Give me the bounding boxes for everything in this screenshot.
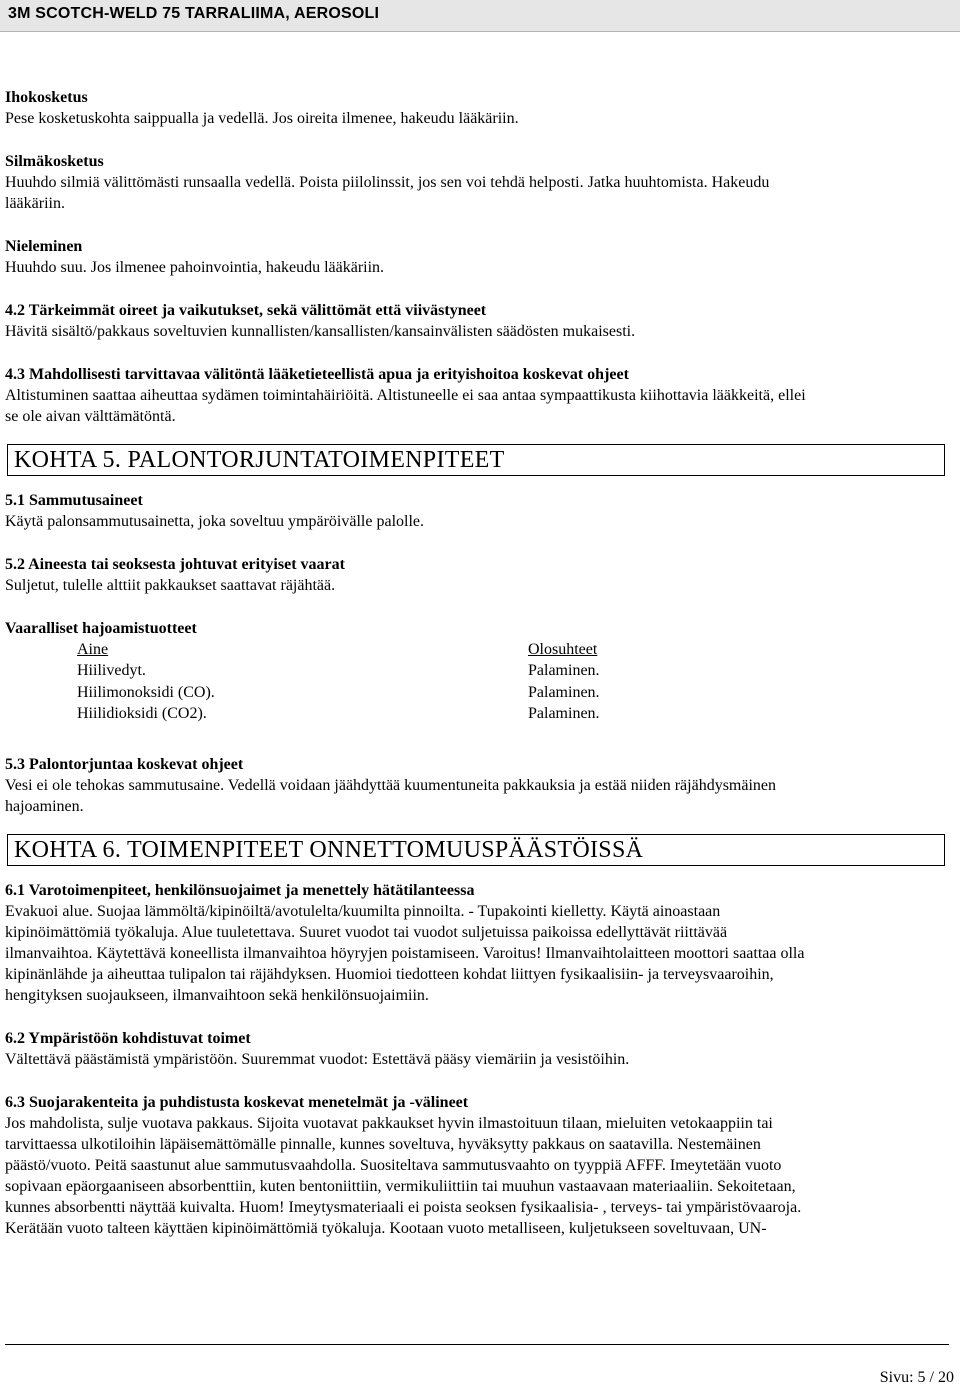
section-5-3-text-1: Vesi ei ole tehokas sammutusaine. Vedellä voidaan jäähdyttää kuumentuneita pakkauksia ja estää niiden räjähdysmäinen	[5, 777, 777, 794]
section-6-1-line-4: kipinänlähde ja aiheuttaa tulipalon tai räjähdyksen. Huomioi tiedotteen kohdat liittyen fysikaalisiin- ja terveysvaaroihin,	[5, 966, 774, 983]
section-6-3-line-3: päästö/vuoto. Peitä saastunut alue sammutusvaahdolla. Suositeltava sammutusvaahto on tyyppiä AFFF. Imeytetään vuoto	[5, 1157, 782, 1174]
section-5-2-text: Suljetut, tulelle alttiit pakkaukset saattavat räjähtää.	[5, 577, 336, 594]
section-5-title: KOHTA 5. PALONTORJUNTATOIMENPITEET	[14, 447, 505, 473]
section-5-2-heading: 5.2 Aineesta tai seoksesta johtuvat erityiset vaarat	[5, 556, 345, 573]
table-cell-substance: Hiilimonoksidi (CO).	[77, 684, 215, 701]
table-cell-condition: Palaminen.	[528, 705, 600, 722]
page-number: Sivu: 5 / 20	[879, 1369, 954, 1386]
ingestion-text: Huuhdo suu. Jos ilmenee pahoinvointia, hakeudu lääkäriin.	[5, 259, 385, 276]
section-6-3-line-2: tarvittaessa ulkotiloihin läpäisemättömälle pinnalle, kunnes soveltuva, hyväksytty pakkaus on saatavilla. Nestemäinen	[5, 1136, 761, 1153]
hazardous-products-heading: Vaaralliset hajoamistuotteet	[5, 620, 197, 637]
section-5-banner	[7, 444, 945, 476]
hazard-table	[5, 639, 950, 725]
section-6-1-heading: 6.1 Varotoimenpiteet, henkilönsuojaimet ja menettely hätätilanteessa	[5, 882, 475, 899]
eye-contact-text-1: Huuhdo silmiä välittömästi runsaalla vedellä. Poista piilolinssit, jos sen voi tehdä helposti. Jatka huuhtomista. Hakeudu	[5, 174, 770, 191]
section-6-title: KOHTA 6. TOIMENPITEET ONNETTOMUUSPÄÄSTÖISSÄ	[14, 837, 644, 863]
eye-contact-text-2: lääkäriin.	[5, 195, 65, 212]
section-6-1-line-5: hengityksen suojaukseen, ilmanvaihtoon sekä henkilönsuojaimiin.	[5, 987, 429, 1004]
section-6-3-heading: 6.3 Suojarakenteita ja puhdistusta koskevat menetelmät ja -välineet	[5, 1094, 469, 1111]
section-6-banner	[7, 834, 945, 866]
section-6-3-line-1: Jos mahdolista, sulje vuotava pakkaus. Sijoita vuotavat pakkaukset hyvin ilmastoituun tilaan, mieluiten vetokaappiin tai	[5, 1115, 773, 1132]
document-header	[0, 0, 960, 32]
table-cell-condition: Palaminen.	[528, 662, 600, 679]
document-title: 3M SCOTCH-WELD 75 TARRALIIMA, AEROSOLI	[8, 5, 380, 22]
section-6-2-text: Vältettävä päästämistä ympäristöön. Suuremmat vuodot: Estettävä pääsy viemäriin ja vesistöihin.	[5, 1051, 630, 1068]
table-header-conditions: Olosuhteet	[528, 641, 598, 658]
section-5-1-heading: 5.1 Sammutusaineet	[5, 492, 143, 509]
section-6-1-line-3: ilmanvaihtoa. Käytettävä koneellista ilmanvaihtoa höyryjen poistamiseen. Varoitus! Ilmanvaihtolaitteen moottori saattaa olla	[5, 945, 805, 962]
table-header-substance: Aine	[77, 641, 109, 658]
section-4-3-text-2: se ole aivan välttämätöntä.	[5, 408, 176, 425]
table-cell-substance: Hiilidioksidi (CO2).	[77, 705, 207, 722]
footer-divider	[5, 1344, 949, 1345]
section-6-1-line-2: kipinöimättömiä työkaluja. Alue tuuletettava. Suuret vuodot tai vuodot suljetuissa paikoissa edellyttävät riittävää	[5, 924, 728, 941]
eye-contact-heading: Silmäkosketus	[5, 153, 104, 170]
section-4-3-heading: 4.3 Mahdollisesti tarvittavaa välitöntä lääketieteellistä apua ja erityishoitoa koskevat ohjeet	[5, 366, 629, 383]
table-cell-substance: Hiilivedyt.	[77, 662, 146, 679]
page-content	[5, 87, 950, 1239]
section-5-1-text: Käytä palonsammutusainetta, joka soveltuu ympäröivälle palolle.	[5, 513, 424, 530]
section-6-3-line-4: sopivaan epäorgaaniseen absorbenttiin, kuten bentoniittiin, vermikuliittiin tai muuhun vastaavaan materiaaliin. Sekoitetaan,	[5, 1178, 796, 1195]
skin-contact-heading: Ihokosketus	[5, 89, 88, 106]
section-5-3-heading: 5.3 Palontorjuntaa koskevat ohjeet	[5, 756, 244, 773]
section-4-2-text: Hävitä sisältö/pakkaus soveltuvien kunnallisten/kansallisten/kansainvälisten säädösten mukaisesti.	[5, 323, 636, 340]
ingestion-heading: Nieleminen	[5, 238, 83, 255]
section-4-2-heading: 4.2 Tärkeimmät oireet ja vaikutukset, sekä välittömät että viivästyneet	[5, 302, 487, 319]
table-cell-condition: Palaminen.	[528, 684, 600, 701]
section-4-3-text-1: Altistuminen saattaa aiheuttaa sydämen toimintahäiriöitä. Altistuneelle ei saa antaa sympaattikusta kiihottavia lääkkeitä, ellei	[5, 387, 806, 404]
section-6-3-line-6: Kerätään vuoto talteen käyttäen kipinöimättömiä työkaluja. Kootaan vuoto metalliseen, kuljetukseen soveltuvaan, UN-	[5, 1220, 767, 1237]
section-6-2-heading: 6.2 Ympäristöön kohdistuvat toimet	[5, 1030, 251, 1047]
section-5-3-text-2: hajoaminen.	[5, 798, 84, 815]
skin-contact-text: Pese kosketuskohta saippualla ja vedellä. Jos oireita ilmenee, hakeudu lääkäriin.	[5, 110, 519, 127]
section-6-1-line-1: Evakuoi alue. Suojaa lämmöltä/kipinöiltä/avotulelta/kuumilta pinnoilta. - Tupakointi kielletty. Käytä ainoastaan	[5, 903, 721, 920]
section-6-3-line-5: kunnes absorbentti näyttää kuivalta. Huom! Imeytysmateriaali ei poista seoksen fysikaalisia- , terveys- tai ympäristövaaroja.	[5, 1199, 802, 1216]
